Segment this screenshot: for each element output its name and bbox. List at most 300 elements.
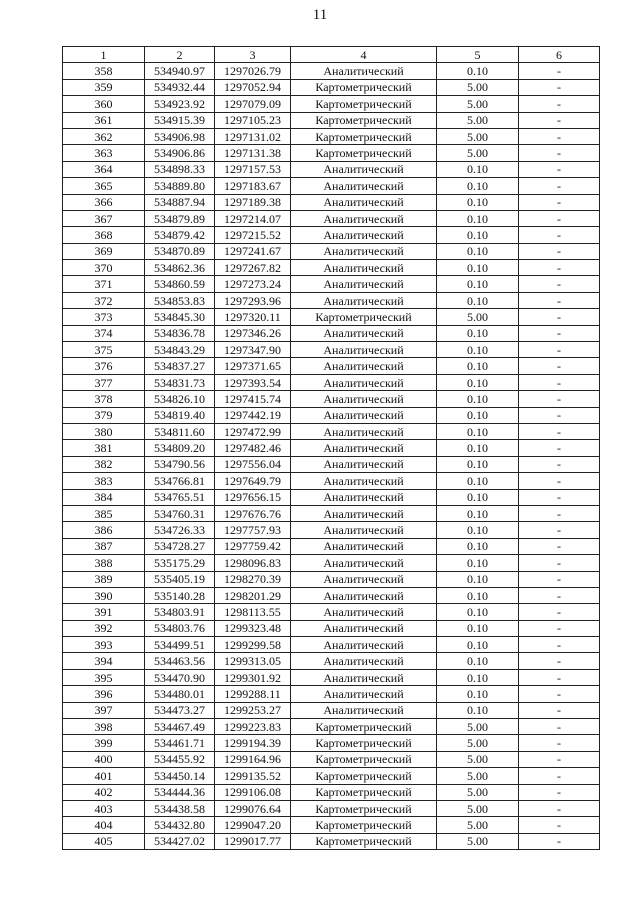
- x-coordinate-cell: 534889.80: [145, 178, 215, 194]
- y-coordinate-cell: 1298270.39: [215, 571, 291, 587]
- point-number-cell: 387: [63, 538, 145, 554]
- y-coordinate-cell: 1297105.23: [215, 112, 291, 128]
- y-coordinate-cell: 1297371.65: [215, 358, 291, 374]
- y-coordinate-cell: 1297442.19: [215, 407, 291, 423]
- x-coordinate-cell: 534766.81: [145, 473, 215, 489]
- note-cell: -: [519, 423, 600, 439]
- note-cell: -: [519, 342, 600, 358]
- accuracy-cell: 0.10: [437, 571, 519, 587]
- column-header: 6: [519, 47, 600, 63]
- point-number-cell: 392: [63, 620, 145, 636]
- y-coordinate-cell: 1297052.94: [215, 79, 291, 95]
- y-coordinate-cell: 1297026.79: [215, 63, 291, 79]
- table-row: [63, 522, 600, 538]
- x-coordinate-cell: 534811.60: [145, 423, 215, 439]
- point-number-cell: 386: [63, 522, 145, 538]
- accuracy-cell: 5.00: [437, 309, 519, 325]
- x-coordinate-cell: 534845.30: [145, 309, 215, 325]
- method-cell: Аналитический: [291, 227, 437, 243]
- point-number-cell: 363: [63, 145, 145, 161]
- point-number-cell: 358: [63, 63, 145, 79]
- point-number-cell: 399: [63, 735, 145, 751]
- point-number-cell: 360: [63, 96, 145, 112]
- table-row: [63, 243, 600, 259]
- method-cell: Аналитический: [291, 571, 437, 587]
- table-row: [63, 669, 600, 685]
- method-cell: Картометрический: [291, 800, 437, 816]
- accuracy-cell: 0.10: [437, 555, 519, 571]
- note-cell: -: [519, 800, 600, 816]
- table-row: [63, 407, 600, 423]
- accuracy-cell: 5.00: [437, 735, 519, 751]
- accuracy-cell: 0.10: [437, 604, 519, 620]
- y-coordinate-cell: 1297214.07: [215, 210, 291, 226]
- table-row: [63, 96, 600, 112]
- table-row: [63, 817, 600, 833]
- accuracy-cell: 0.10: [437, 227, 519, 243]
- accuracy-cell: 0.10: [437, 702, 519, 718]
- x-coordinate-cell: 534843.29: [145, 342, 215, 358]
- x-coordinate-cell: 534760.31: [145, 505, 215, 521]
- y-coordinate-cell: 1297241.67: [215, 243, 291, 259]
- method-cell: Аналитический: [291, 702, 437, 718]
- note-cell: -: [519, 686, 600, 702]
- method-cell: Аналитический: [291, 423, 437, 439]
- table-row: [63, 719, 600, 735]
- table-row: [63, 473, 600, 489]
- note-cell: -: [519, 276, 600, 292]
- note-cell: -: [519, 833, 600, 849]
- y-coordinate-cell: 1297759.42: [215, 538, 291, 554]
- method-cell: Аналитический: [291, 374, 437, 390]
- method-cell: Аналитический: [291, 440, 437, 456]
- table-row: [63, 768, 600, 784]
- y-coordinate-cell: 1297131.38: [215, 145, 291, 161]
- x-coordinate-cell: 534499.51: [145, 637, 215, 653]
- note-cell: -: [519, 325, 600, 341]
- table-row: [63, 374, 600, 390]
- accuracy-cell: 0.10: [437, 505, 519, 521]
- method-cell: Аналитический: [291, 391, 437, 407]
- method-cell: Картометрический: [291, 784, 437, 800]
- method-cell: Аналитический: [291, 555, 437, 571]
- table-row: [63, 800, 600, 816]
- point-number-cell: 359: [63, 79, 145, 95]
- table-row: [63, 456, 600, 472]
- note-cell: -: [519, 374, 600, 390]
- note-cell: -: [519, 260, 600, 276]
- x-coordinate-cell: 534463.56: [145, 653, 215, 669]
- table-row: [63, 637, 600, 653]
- method-cell: Картометрический: [291, 817, 437, 833]
- accuracy-cell: 0.10: [437, 358, 519, 374]
- x-coordinate-cell: 534819.40: [145, 407, 215, 423]
- table-row: [63, 784, 600, 800]
- method-cell: Аналитический: [291, 358, 437, 374]
- method-cell: Картометрический: [291, 79, 437, 95]
- y-coordinate-cell: 1299047.20: [215, 817, 291, 833]
- y-coordinate-cell: 1299323.48: [215, 620, 291, 636]
- note-cell: -: [519, 292, 600, 308]
- table-row: [63, 505, 600, 521]
- table-row: [63, 260, 600, 276]
- x-coordinate-cell: 534906.98: [145, 128, 215, 144]
- table-body: [63, 63, 600, 850]
- method-cell: Аналитический: [291, 63, 437, 79]
- accuracy-cell: 0.10: [437, 538, 519, 554]
- table-row: [63, 423, 600, 439]
- x-coordinate-cell: 534765.51: [145, 489, 215, 505]
- method-cell: Картометрический: [291, 768, 437, 784]
- note-cell: -: [519, 669, 600, 685]
- point-number-cell: 401: [63, 768, 145, 784]
- accuracy-cell: 0.10: [437, 407, 519, 423]
- x-coordinate-cell: 534790.56: [145, 456, 215, 472]
- y-coordinate-cell: 1299135.52: [215, 768, 291, 784]
- accuracy-cell: 0.10: [437, 342, 519, 358]
- method-cell: Картометрический: [291, 96, 437, 112]
- accuracy-cell: 0.10: [437, 440, 519, 456]
- note-cell: -: [519, 194, 600, 210]
- x-coordinate-cell: 534915.39: [145, 112, 215, 128]
- column-header: 1: [63, 47, 145, 63]
- note-cell: -: [519, 587, 600, 603]
- method-cell: Картометрический: [291, 309, 437, 325]
- note-cell: -: [519, 702, 600, 718]
- accuracy-cell: 0.10: [437, 473, 519, 489]
- note-cell: -: [519, 604, 600, 620]
- point-number-cell: 362: [63, 128, 145, 144]
- y-coordinate-cell: 1297415.74: [215, 391, 291, 407]
- y-coordinate-cell: 1299299.58: [215, 637, 291, 653]
- point-number-cell: 379: [63, 407, 145, 423]
- accuracy-cell: 0.10: [437, 260, 519, 276]
- note-cell: -: [519, 243, 600, 259]
- y-coordinate-cell: 1299288.11: [215, 686, 291, 702]
- point-number-cell: 380: [63, 423, 145, 439]
- table-row: [63, 440, 600, 456]
- y-coordinate-cell: 1299313.05: [215, 653, 291, 669]
- note-cell: -: [519, 63, 600, 79]
- table-row: [63, 342, 600, 358]
- note-cell: -: [519, 391, 600, 407]
- accuracy-cell: 0.10: [437, 522, 519, 538]
- table-row: [63, 276, 600, 292]
- x-coordinate-cell: 534940.97: [145, 63, 215, 79]
- method-cell: Аналитический: [291, 243, 437, 259]
- table-row: [63, 79, 600, 95]
- y-coordinate-cell: 1297267.82: [215, 260, 291, 276]
- y-coordinate-cell: 1299253.27: [215, 702, 291, 718]
- table-row: [63, 145, 600, 161]
- y-coordinate-cell: 1297346.26: [215, 325, 291, 341]
- table-row: [63, 309, 600, 325]
- y-coordinate-cell: 1297393.54: [215, 374, 291, 390]
- method-cell: Аналитический: [291, 637, 437, 653]
- x-coordinate-cell: 534853.83: [145, 292, 215, 308]
- accuracy-cell: 5.00: [437, 768, 519, 784]
- y-coordinate-cell: 1297757.93: [215, 522, 291, 538]
- point-number-cell: 373: [63, 309, 145, 325]
- accuracy-cell: 0.10: [437, 292, 519, 308]
- x-coordinate-cell: 534906.86: [145, 145, 215, 161]
- x-coordinate-cell: 535405.19: [145, 571, 215, 587]
- note-cell: -: [519, 751, 600, 767]
- accuracy-cell: 5.00: [437, 96, 519, 112]
- table-row: [63, 686, 600, 702]
- table-row: [63, 653, 600, 669]
- y-coordinate-cell: 1297079.09: [215, 96, 291, 112]
- note-cell: -: [519, 309, 600, 325]
- x-coordinate-cell: 534461.71: [145, 735, 215, 751]
- accuracy-cell: 5.00: [437, 784, 519, 800]
- table-row: [63, 63, 600, 79]
- y-coordinate-cell: 1297656.15: [215, 489, 291, 505]
- y-coordinate-cell: 1299106.08: [215, 784, 291, 800]
- note-cell: -: [519, 112, 600, 128]
- x-coordinate-cell: 534803.76: [145, 620, 215, 636]
- point-number-cell: 398: [63, 719, 145, 735]
- point-number-cell: 369: [63, 243, 145, 259]
- method-cell: Аналитический: [291, 620, 437, 636]
- y-coordinate-cell: 1299076.64: [215, 800, 291, 816]
- note-cell: -: [519, 653, 600, 669]
- point-number-cell: 405: [63, 833, 145, 849]
- point-number-cell: 384: [63, 489, 145, 505]
- x-coordinate-cell: 534450.14: [145, 768, 215, 784]
- accuracy-cell: 5.00: [437, 817, 519, 833]
- y-coordinate-cell: 1297482.46: [215, 440, 291, 456]
- column-header: 4: [291, 47, 437, 63]
- column-header: 5: [437, 47, 519, 63]
- accuracy-cell: 5.00: [437, 128, 519, 144]
- x-coordinate-cell: 534837.27: [145, 358, 215, 374]
- table-row: [63, 555, 600, 571]
- y-coordinate-cell: 1299301.92: [215, 669, 291, 685]
- accuracy-cell: 0.10: [437, 194, 519, 210]
- point-number-cell: 395: [63, 669, 145, 685]
- table-row: [63, 194, 600, 210]
- method-cell: Аналитический: [291, 292, 437, 308]
- method-cell: Аналитический: [291, 653, 437, 669]
- accuracy-cell: 0.10: [437, 161, 519, 177]
- y-coordinate-cell: 1298113.55: [215, 604, 291, 620]
- accuracy-cell: 0.10: [437, 63, 519, 79]
- note-cell: -: [519, 145, 600, 161]
- coordinates-table: [62, 46, 600, 850]
- table-row: [63, 178, 600, 194]
- page-number: 11: [312, 7, 328, 23]
- point-number-cell: 389: [63, 571, 145, 587]
- point-number-cell: 377: [63, 374, 145, 390]
- accuracy-cell: 5.00: [437, 719, 519, 735]
- table-row: [63, 735, 600, 751]
- y-coordinate-cell: 1297649.79: [215, 473, 291, 489]
- x-coordinate-cell: 534728.27: [145, 538, 215, 554]
- point-number-cell: 368: [63, 227, 145, 243]
- point-number-cell: 371: [63, 276, 145, 292]
- y-coordinate-cell: 1297293.96: [215, 292, 291, 308]
- point-number-cell: 381: [63, 440, 145, 456]
- table-row: [63, 161, 600, 177]
- point-number-cell: 391: [63, 604, 145, 620]
- accuracy-cell: 0.10: [437, 456, 519, 472]
- x-coordinate-cell: 534432.80: [145, 817, 215, 833]
- y-coordinate-cell: 1297131.02: [215, 128, 291, 144]
- y-coordinate-cell: 1299164.96: [215, 751, 291, 767]
- point-number-cell: 397: [63, 702, 145, 718]
- x-coordinate-cell: 534923.92: [145, 96, 215, 112]
- method-cell: Аналитический: [291, 473, 437, 489]
- accuracy-cell: 5.00: [437, 112, 519, 128]
- method-cell: Аналитический: [291, 505, 437, 521]
- x-coordinate-cell: 534455.92: [145, 751, 215, 767]
- x-coordinate-cell: 534870.89: [145, 243, 215, 259]
- method-cell: Аналитический: [291, 522, 437, 538]
- x-coordinate-cell: 534898.33: [145, 161, 215, 177]
- x-coordinate-cell: 534803.91: [145, 604, 215, 620]
- table-row: [63, 325, 600, 341]
- y-coordinate-cell: 1297273.24: [215, 276, 291, 292]
- method-cell: Аналитический: [291, 407, 437, 423]
- y-coordinate-cell: 1297157.53: [215, 161, 291, 177]
- note-cell: -: [519, 210, 600, 226]
- accuracy-cell: 0.10: [437, 587, 519, 603]
- x-coordinate-cell: 534831.73: [145, 374, 215, 390]
- accuracy-cell: 5.00: [437, 800, 519, 816]
- table-row: [63, 391, 600, 407]
- x-coordinate-cell: 535175.29: [145, 555, 215, 571]
- method-cell: Аналитический: [291, 210, 437, 226]
- x-coordinate-cell: 534932.44: [145, 79, 215, 95]
- method-cell: Аналитический: [291, 161, 437, 177]
- table-row: [63, 227, 600, 243]
- y-coordinate-cell: 1297347.90: [215, 342, 291, 358]
- accuracy-cell: 5.00: [437, 79, 519, 95]
- note-cell: -: [519, 555, 600, 571]
- point-number-cell: 385: [63, 505, 145, 521]
- table-row: [63, 604, 600, 620]
- point-number-cell: 388: [63, 555, 145, 571]
- table-row: [63, 112, 600, 128]
- column-header: 3: [215, 47, 291, 63]
- table-row: [63, 128, 600, 144]
- note-cell: -: [519, 538, 600, 554]
- y-coordinate-cell: 1297676.76: [215, 505, 291, 521]
- x-coordinate-cell: 534879.89: [145, 210, 215, 226]
- x-coordinate-cell: 534438.58: [145, 800, 215, 816]
- point-number-cell: 400: [63, 751, 145, 767]
- table-row: [63, 702, 600, 718]
- note-cell: -: [519, 784, 600, 800]
- point-number-cell: 383: [63, 473, 145, 489]
- accuracy-cell: 0.10: [437, 210, 519, 226]
- method-cell: Аналитический: [291, 489, 437, 505]
- method-cell: Аналитический: [291, 538, 437, 554]
- method-cell: Картометрический: [291, 719, 437, 735]
- method-cell: Аналитический: [291, 669, 437, 685]
- note-cell: -: [519, 719, 600, 735]
- method-cell: Картометрический: [291, 128, 437, 144]
- note-cell: -: [519, 505, 600, 521]
- method-cell: Аналитический: [291, 276, 437, 292]
- method-cell: Аналитический: [291, 178, 437, 194]
- point-number-cell: 390: [63, 587, 145, 603]
- point-number-cell: 402: [63, 784, 145, 800]
- x-coordinate-cell: 534826.10: [145, 391, 215, 407]
- method-cell: Картометрический: [291, 145, 437, 161]
- x-coordinate-cell: 534467.49: [145, 719, 215, 735]
- table-row: [63, 833, 600, 849]
- x-coordinate-cell: 534480.01: [145, 686, 215, 702]
- x-coordinate-cell: 534427.02: [145, 833, 215, 849]
- point-number-cell: 396: [63, 686, 145, 702]
- method-cell: Аналитический: [291, 604, 437, 620]
- table-row: [63, 210, 600, 226]
- y-coordinate-cell: 1299017.77: [215, 833, 291, 849]
- note-cell: -: [519, 817, 600, 833]
- accuracy-cell: 0.10: [437, 276, 519, 292]
- method-cell: Аналитический: [291, 456, 437, 472]
- accuracy-cell: 0.10: [437, 391, 519, 407]
- method-cell: Картометрический: [291, 735, 437, 751]
- accuracy-cell: 0.10: [437, 325, 519, 341]
- y-coordinate-cell: 1297189.38: [215, 194, 291, 210]
- note-cell: -: [519, 768, 600, 784]
- table-row: [63, 571, 600, 587]
- note-cell: -: [519, 79, 600, 95]
- table-row: [63, 751, 600, 767]
- point-number-cell: 393: [63, 637, 145, 653]
- point-number-cell: 365: [63, 178, 145, 194]
- table-row: [63, 489, 600, 505]
- note-cell: -: [519, 161, 600, 177]
- method-cell: Аналитический: [291, 587, 437, 603]
- x-coordinate-cell: 534473.27: [145, 702, 215, 718]
- y-coordinate-cell: 1297320.11: [215, 309, 291, 325]
- x-coordinate-cell: 534887.94: [145, 194, 215, 210]
- accuracy-cell: 0.10: [437, 637, 519, 653]
- x-coordinate-cell: 534879.42: [145, 227, 215, 243]
- accuracy-cell: 5.00: [437, 833, 519, 849]
- x-coordinate-cell: 534809.20: [145, 440, 215, 456]
- point-number-cell: 367: [63, 210, 145, 226]
- x-coordinate-cell: 534860.59: [145, 276, 215, 292]
- note-cell: -: [519, 358, 600, 374]
- column-header: 2: [145, 47, 215, 63]
- method-cell: Аналитический: [291, 686, 437, 702]
- note-cell: -: [519, 96, 600, 112]
- note-cell: -: [519, 440, 600, 456]
- y-coordinate-cell: 1299194.39: [215, 735, 291, 751]
- point-number-cell: 375: [63, 342, 145, 358]
- point-number-cell: 374: [63, 325, 145, 341]
- point-number-cell: 364: [63, 161, 145, 177]
- note-cell: -: [519, 489, 600, 505]
- y-coordinate-cell: 1297183.67: [215, 178, 291, 194]
- accuracy-cell: 0.10: [437, 489, 519, 505]
- note-cell: -: [519, 522, 600, 538]
- x-coordinate-cell: 534470.90: [145, 669, 215, 685]
- note-cell: -: [519, 128, 600, 144]
- note-cell: -: [519, 178, 600, 194]
- note-cell: -: [519, 407, 600, 423]
- x-coordinate-cell: 535140.28: [145, 587, 215, 603]
- method-cell: Аналитический: [291, 260, 437, 276]
- accuracy-cell: 0.10: [437, 686, 519, 702]
- table-row: [63, 587, 600, 603]
- accuracy-cell: 0.10: [437, 423, 519, 439]
